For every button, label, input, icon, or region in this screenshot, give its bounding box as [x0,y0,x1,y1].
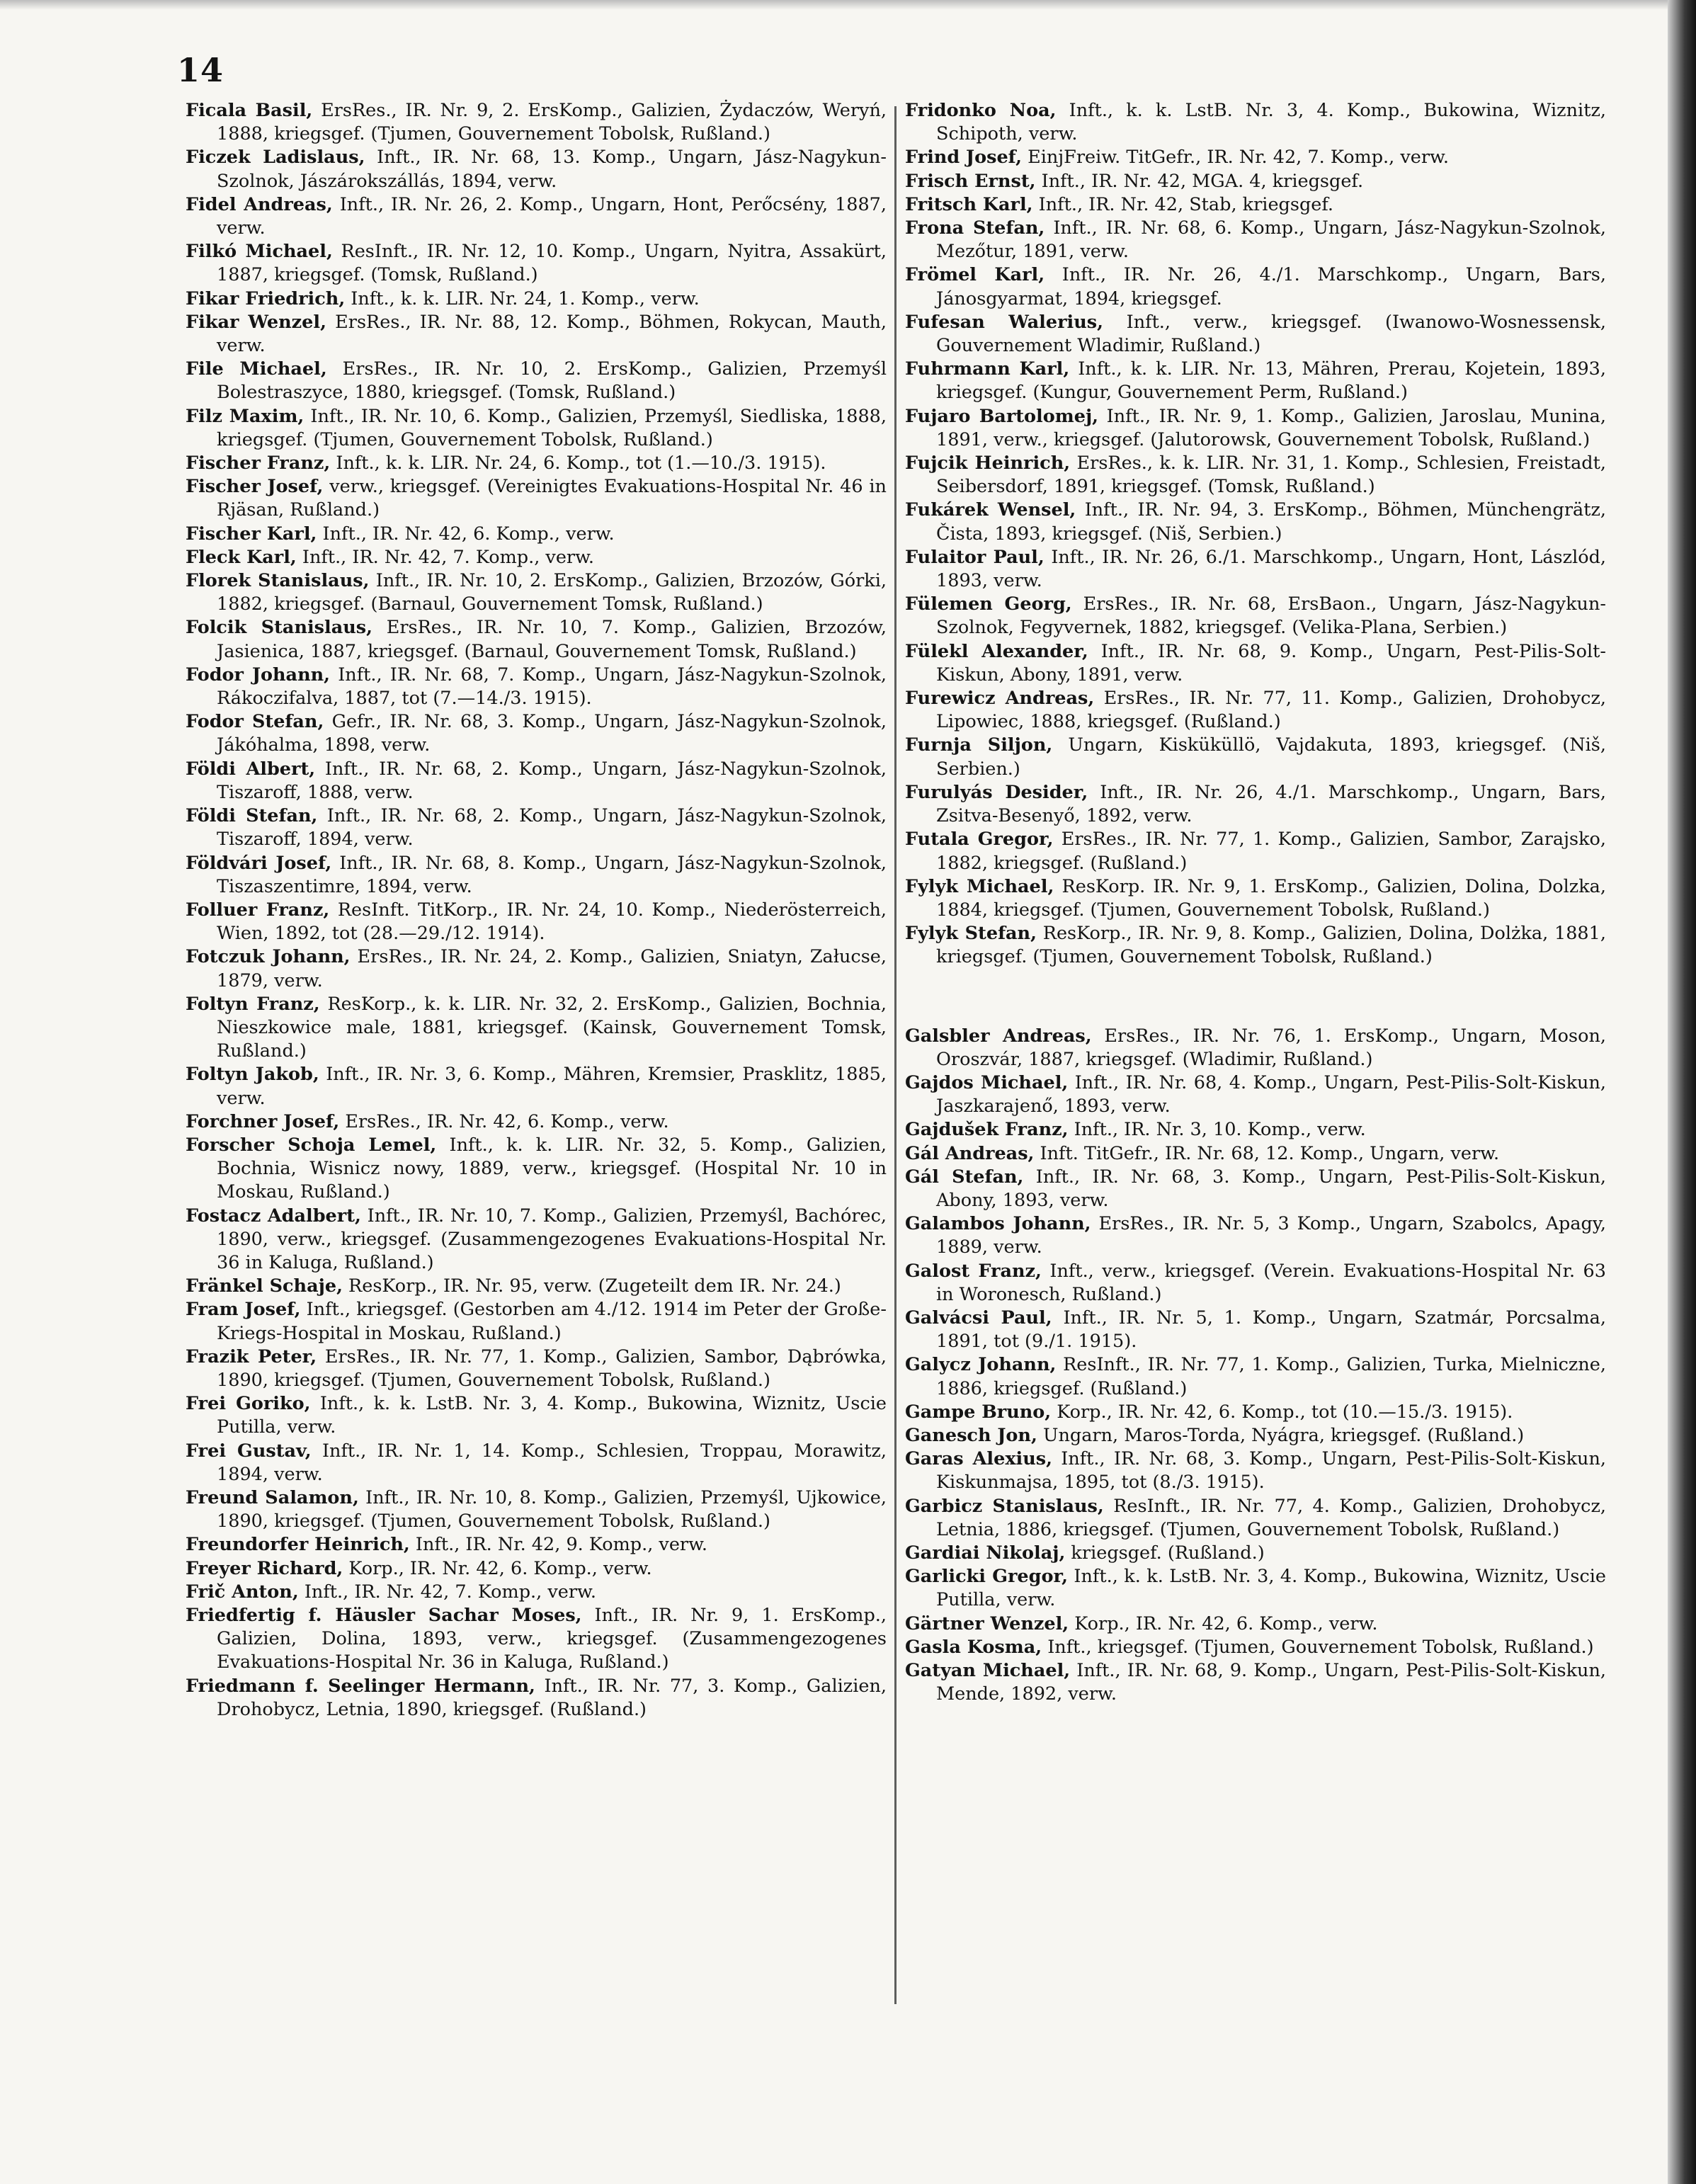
entry-name: Folcik Stanislaus, [186,617,373,639]
entry-details: Inft., IR. Nr. 1, 14. Komp., Schlesien, Troppau, Morawitz, 1894, verw. [217,1440,887,1485]
entry-name: Fylyk Stefan, [905,923,1037,945]
entry-details: Inft., IR. Nr. 94, 3. ErsKomp., Böhmen, Münchengrätz, Čista, 1893, kriegsgef. (Niš, Serbien.) [936,499,1607,545]
entry-name: Gampe Bruno, [905,1401,1052,1423]
list-entry [186,1392,887,1439]
entry-details: Inft., IR. Nr. 5, 1. Komp., Ungarn, Szatmár, Porcsalma, 1891, tot (9./1. 1915). [936,1307,1606,1353]
entry-details: ErsRes., IR. Nr. 76, 1. ErsKomp., Ungarn, Moson, Oroszvár, 1887, kriegsgef. (Wladimir, Rußland.) [936,1025,1606,1070]
list-entry [186,452,887,475]
entry-name: Gajdušek Franz, [905,1119,1069,1141]
entry-name: File Michael, [186,358,327,380]
entry-name: Filkó Michael, [186,241,333,263]
list-entry [905,687,1606,734]
list-entry [186,193,887,240]
list-entry [186,616,887,663]
entry-details: ErsRes., IR. Nr. 10, 7. Komp., Galizien, Brzozów, Jasienica, 1887, kriegsgef. (Barnaul, Gouvernement Tomsk, Rußland.) [217,617,887,662]
entry-name: Gärtner Wenzel, [905,1613,1069,1634]
entry-name: Garbicz Stanislaus, [905,1495,1104,1517]
entry-details: Inft., IR. Nr. 68, 3. Komp., Ungarn, Pest-Pilis-Solt-Kiskun, Abony, 1893, verw. [936,1166,1606,1211]
entry-name: Fylyk Michael, [905,875,1054,897]
entry-name: Fulaitor Paul, [905,546,1045,568]
entry-details: Inft., IR. Nr. 68, 8. Komp., Ungarn, Jász-Nagykun-Szolnok, Tiszaszentimre, 1894, verw. [217,852,887,897]
list-entry [905,781,1606,828]
entry-details: Inft., IR. Nr. 68, 6. Komp., Ungarn, Jász-Nagykun-Szolnok, Mezőtur, 1891, verw. [936,217,1606,263]
list-entry [186,1110,887,1134]
list-entry [186,358,887,404]
list-entry [905,1353,1606,1400]
entry-details: Inft., kriegsgef. (Tjumen, Gouvernement Tobolsk, Rußland.) [1042,1636,1594,1658]
entry-name: Folluer Franz, [186,899,330,921]
list-entry [905,734,1606,780]
entry-name: Fränkel Schaje, [186,1275,343,1297]
list-entry [186,710,887,757]
list-entry [186,1440,887,1486]
entry-name: Forchner Josef, [186,1110,340,1132]
entry-details: Inft. TitGefr., IR. Nr. 68, 12. Komp., Ungarn, verw. [1034,1142,1500,1164]
entry-name: Frei Gustav, [186,1440,312,1462]
entry-details: Inft., IR. Nr. 26, 4./1. Marschkomp., Ungarn, Bars, Zsitva-Besenyő, 1892, verw. [936,781,1606,827]
entry-name: Fülekl Alexander, [905,640,1088,662]
entry-details: Inft., IR. Nr. 68, 3. Komp., Ungarn, Pest-Pilis-Solt-Kiskun, Kiskunmajsa, 1895, tot (8./3. 1915). [936,1448,1606,1494]
entry-details: Korp., IR. Nr. 42, 6. Komp., verw. [1069,1613,1378,1634]
entry-details: ResKorp. IR. Nr. 9, 1. ErsKomp., Galizien, Dolina, Dolzka, 1884, kriegsgef. (Tjumen, Gouvernement Tobolsk, Rußland.) [936,875,1606,921]
list-entry [186,899,887,945]
list-entry [905,1542,1606,1565]
list-entry [905,1636,1606,1659]
list-entry [905,1495,1606,1542]
list-entry [186,1486,887,1533]
right-column [905,99,1606,1706]
list-entry [186,569,887,616]
entry-name: Fischer Josef, [186,476,324,498]
entry-details: Inft., IR. Nr. 9, 1. ErsKomp., Galizien, Dolina, 1893, verw., kriegsgef. (Zusammengezogenes Evakuations-Hospital Nr. 36 in Kaluga, Rußland.) [217,1605,887,1673]
entry-details: Inft., k. k. LstB. Nr. 3, 4. Komp., Bukowina, Wiznitz, Uscie Putilla, verw. [936,1566,1606,1611]
entry-name: Frei Goriko, [186,1393,311,1415]
list-entry [905,311,1606,358]
list-entry [905,358,1606,404]
entry-details: Inft., IR. Nr. 68, 13. Komp., Ungarn, Jász-Nagykun-Szolnok, Jászárokszállás, 1894, verw. [217,147,887,192]
list-entry [186,758,887,804]
list-entry [905,922,1606,969]
entry-details: Inft., IR. Nr. 68, 7. Komp., Ungarn, Jász-Nagykun-Szolnok, Rákoczifalva, 1887, tot (7.—14./3. 1915). [217,664,887,710]
list-entry [905,828,1606,875]
list-entry [186,99,887,146]
entry-name: Friedfertig f. Häusler Sachar Moses, [186,1605,582,1626]
entry-details: ErsRes., IR. Nr. 5, 3 Komp., Ungarn, Szabolcs, Apagy, 1889, verw. [936,1213,1606,1258]
entry-name: Fikar Friedrich, [186,288,346,309]
list-entry [905,1659,1606,1706]
list-entry [186,945,887,992]
list-entry [186,288,887,311]
list-entry [186,1346,887,1392]
entry-details: ErsRes., IR. Nr. 9, 2. ErsKomp., Galizien, Żydaczów, Weryń, 1888, kriegsgef. (Tjumen, Gouvernement Tobolsk, Rußland.) [217,100,887,145]
entry-details: Inft., IR. Nr. 77, 3. Komp., Galizien, Drohobycz, Letnia, 1890, kriegsgef. (Rußland.) [217,1675,887,1720]
entry-details: ResKorp., IR. Nr. 95, verw. (Zugeteilt dem IR. Nr. 24.) [342,1275,841,1297]
list-entry [186,546,887,569]
section-gap [905,969,1606,1025]
entry-name: Frič Anton, [186,1581,299,1603]
entry-details: Inft., kriegsgef. (Gestorben am 4./12. 1914 im Peter der Große-Kriegs-Hospital in Moskau, Rußland.) [217,1299,887,1344]
entry-details: ErsRes., IR. Nr. 10, 2. ErsKomp., Galizien, Przemyśl Bolestraszyce, 1880, kriegsgef. (Tomsk, Rußland.) [217,358,887,404]
entry-details: Inft., k. k. LIR. Nr. 13, Mähren, Prerau, Kojetein, 1893, kriegsgef. (Kungur, Gouvernement Perm, Rußland.) [936,358,1606,404]
entry-name: Földi Albert, [186,758,316,780]
column-divider [894,106,897,2004]
entry-name: Fotczuk Johann, [186,946,351,968]
entry-details: ResKorp., IR. Nr. 9, 8. Komp., Galizien, Dolina, Dolżka, 1881, kriegsgef. (Tjumen, Gouvernement Tobolsk, Rußland.) [936,923,1606,968]
entry-details: Inft., IR. Nr. 10, 8. Komp., Galizien, Przemyśl, Ujkowice, 1890, kriegsgef. (Tjumen, Gouvernement Tobolsk, Rußland.) [217,1486,887,1532]
list-entry [905,1166,1606,1212]
list-entry [186,804,887,851]
entry-name: Ganesch Jon, [905,1424,1037,1446]
entry-details: Inft., IR. Nr. 3, 10. Komp., verw. [1068,1119,1366,1141]
entry-details: Inft., IR. Nr. 68, 2. Komp., Ungarn, Jász-Nagykun-Szolnok, Tiszaroff, 1894, verw. [217,805,887,851]
entry-details: ResInft., IR. Nr. 12, 10. Komp., Ungarn, Nyitra, Assakürt, 1887, kriegsgef. (Tomsk, Rußland.) [217,241,887,286]
entry-name: Furnja Siljon, [905,734,1053,756]
entry-name: Fuhrmann Karl, [905,358,1070,380]
entry-details: ResInft. TitKorp., IR. Nr. 24, 10. Komp., Niederösterreich, Wien, 1892, tot (28.—29./12. 1914). [217,899,887,945]
entry-name: Frind Josef, [905,147,1022,169]
entry-details: Ungarn, Maros-Torda, Nyágra, kriegsgef. (Rußland.) [1037,1424,1525,1446]
entry-name: Furulyás Desider, [905,781,1088,803]
scan-top-edge [0,0,1696,10]
list-entry [905,217,1606,263]
entry-name: Foltyn Jakob, [186,1064,319,1086]
list-entry [905,146,1606,169]
entry-details: ResInft., IR. Nr. 77, 4. Komp., Galizien, Drohobycz, Letnia, 1886, kriegsgef. (Tjumen, Gouvernement Tobolsk, Rußland.) [936,1495,1606,1540]
list-entry [186,852,887,899]
entry-details: ErsRes., IR. Nr. 77, 11. Komp., Galizien, Drohobycz, Lipowiec, 1888, kriegsgef. (Rußland.) [936,688,1606,733]
entry-name: Fülemen Georg, [905,593,1072,615]
list-entry [186,1134,887,1205]
entry-name: Fodor Stefan, [186,711,324,733]
list-entry [186,1557,887,1581]
entry-name: Földi Stefan, [186,805,318,827]
entry-details: Korp., IR. Nr. 42, 6. Komp., verw. [343,1557,652,1579]
entry-details: Inft., verw., kriegsgef. (Verein. Evakuations-Hospital Nr. 63 in Woronesch, Rußland.) [936,1260,1606,1305]
entry-details: Inft., k. k. LstB. Nr. 3, 4. Komp., Bukowina, Wiznitz, Uscie Putilla, verw. [217,1393,887,1438]
entry-details: Korp., IR. Nr. 42, 6. Komp., tot (10.—15./3. 1915). [1051,1401,1513,1423]
entry-name: Gál Andreas, [905,1142,1035,1164]
entry-name: Ficzek Ladislaus, [186,147,365,169]
entry-details: Inft., IR. Nr. 42, 7. Komp., verw. [296,546,595,568]
list-entry [186,993,887,1064]
list-entry [905,1260,1606,1307]
scan-right-edge [1668,0,1696,2184]
list-entry [186,1581,887,1604]
list-entry [905,1448,1606,1494]
entry-name: Galost Franz, [905,1260,1042,1282]
entry-name: Florek Stanislaus, [186,570,370,592]
entry-details: Ungarn, Kisküküllö, Vajdakuta, 1893, kriegsgef. (Niš, Serbien.) [936,734,1606,780]
list-entry [186,523,887,546]
entry-details: Inft., IR. Nr. 26, 6./1. Marschkomp., Ungarn, Hont, Lászlód, 1893, verw. [936,546,1607,592]
page-number: 14 [177,51,224,89]
entry-details: Inft., verw., kriegsgef. (Iwanowo-Wosnessensk, Gouvernement Wladimir, Rußland.) [936,311,1606,357]
list-entry [186,1604,887,1675]
entry-details: ErsRes., IR. Nr. 42, 6. Komp., verw. [339,1110,669,1132]
entry-details: ErsRes., IR. Nr. 24, 2. Komp., Galizien, Sniatyn, Załucse, 1879, verw. [217,946,887,991]
entry-name: Fujcik Heinrich, [905,453,1071,474]
list-entry [905,405,1606,452]
list-entry [186,405,887,452]
list-entry [186,1275,887,1298]
entry-details: Inft., IR. Nr. 42, Stab, kriegsgef. [1032,193,1334,215]
entry-details: Inft., IR. Nr. 10, 2. ErsKomp., Galizien, Brzozów, Górki, 1882, kriegsgef. (Barnaul, Gouvernement Tomsk, Rußland.) [217,570,887,615]
entry-name: Fram Josef, [186,1299,301,1321]
entry-details: Inft., IR. Nr. 42, 7. Komp., verw. [298,1581,596,1603]
entry-details: Inft., IR. Nr. 42, MGA. 4, kriegsgef. [1035,170,1364,192]
entry-details: ErsRes., IR. Nr. 88, 12. Komp., Böhmen, Rokycan, Mauth, verw. [217,311,887,357]
list-entry [905,193,1606,217]
entry-name: Fikar Wenzel, [186,311,326,333]
list-entry [905,263,1606,310]
list-entry [905,1424,1606,1448]
entry-name: Garas Alexius, [905,1448,1052,1470]
entry-name: Freund Salamon, [186,1486,359,1508]
list-entry [905,99,1606,146]
list-entry [905,546,1606,593]
entry-name: Gatyan Michael, [905,1660,1071,1681]
list-entry [905,499,1606,545]
list-entry [186,240,887,287]
entry-details: Inft., IR. Nr. 68, 2. Komp., Ungarn, Jász-Nagykun-Szolnok, Tiszaroff, 1888, verw. [217,758,887,803]
entry-name: Gasla Kosma, [905,1636,1042,1658]
entry-name: Fleck Karl, [186,546,297,568]
entry-name: Ficala Basil, [186,100,313,121]
entry-details: verw., kriegsgef. (Vereinigtes Evakuations-Hospital Nr. 46 in Rjäsan, Rußland.) [217,476,887,521]
list-entry [905,1565,1606,1612]
list-entry [186,1205,887,1275]
entry-name: Freundorfer Heinrich, [186,1534,410,1556]
entry-details: Inft., k. k. LIR. Nr. 24, 6. Komp., tot (1.—10./3. 1915). [330,453,826,474]
list-entry [905,1401,1606,1424]
list-entry [905,1212,1606,1259]
entry-name: Fridonko Noa, [905,100,1057,121]
entry-name: Freyer Richard, [186,1557,343,1579]
entry-details: Inft., IR. Nr. 10, 7. Komp., Galizien, Przemyśl, Bachórec, 1890, verw., kriegsgef. (Zusammengezogenes Evakuations-Hospital Nr. 36 in Kaluga, Rußland.) [217,1205,887,1273]
entry-details: Inft., IR. Nr. 68, 9. Komp., Ungarn, Pest-Pilis-Solt-Kiskun, Mende, 1892, verw. [936,1660,1606,1705]
entry-details: ErsRes., IR. Nr. 77, 1. Komp., Galizien, Sambor, Dąbrówka, 1890, kriegsgef. (Tjumen, Gouvernement Tobolsk, Rußland.) [217,1346,887,1391]
entry-details: ErsRes., IR. Nr. 68, ErsBaon., Ungarn, Jász-Nagykun-Szolnok, Fegyvernek, 1882, kriegsgef. (Velika-Plana, Serbien.) [936,593,1607,639]
entry-details: Inft., IR. Nr. 42, 9. Komp., verw. [409,1534,708,1556]
entry-details: Inft., k. k. LstB. Nr. 3, 4. Komp., Bukowina, Wiznitz, Schipoth, verw. [936,100,1606,145]
entry-name: Frazik Peter, [186,1346,317,1367]
entry-details: kriegsgef. (Rußland.) [1065,1542,1265,1564]
entry-name: Garlicki Gregor, [905,1566,1068,1588]
list-entry [905,875,1606,922]
list-entry [186,475,887,522]
list-entry [905,1142,1606,1166]
list-entry [186,1063,887,1110]
entry-name: Fritsch Karl, [905,193,1033,215]
entry-name: Földvári Josef, [186,852,332,874]
entry-name: Fischer Karl, [186,523,317,545]
entry-name: Galycz Johann, [905,1354,1057,1376]
entry-details: Gefr., IR. Nr. 68, 3. Komp., Ungarn, Jász-Nagykun-Szolnok, Jákóhalma, 1898, verw. [217,711,887,756]
list-entry [186,1675,887,1722]
entry-name: Filz Maxim, [186,405,305,427]
entry-details: Inft., IR. Nr. 3, 6. Komp., Mähren, Kremsier, Prasklitz, 1885, verw. [217,1064,887,1109]
list-entry [186,664,887,710]
list-entry [905,170,1606,193]
entry-details: Inft., IR. Nr. 26, 4./1. Marschkomp., Ungarn, Bars, Jánosgyarmat, 1894, kriegsgef. [936,264,1606,309]
entry-name: Foltyn Franz, [186,993,320,1015]
entry-name: Galambos Johann, [905,1213,1091,1235]
entry-details: EinjFreiw. TitGefr., IR. Nr. 42, 7. Komp., verw. [1021,147,1449,169]
entry-name: Fukárek Wensel, [905,499,1076,521]
entry-name: Gardiai Nikolaj, [905,1542,1066,1564]
entry-name: Frömel Karl, [905,264,1045,286]
list-entry [186,146,887,193]
entry-details: Inft., k. k. LIR. Nr. 24, 1. Komp., verw. [345,288,700,309]
entry-details: Inft., IR. Nr. 9, 1. Komp., Galizien, Jaroslau, Munina, 1891, verw., kriegsgef. (Jalutorowsk, Gouvernement Tobolsk, Rußland.) [936,405,1606,450]
entry-name: Fidel Andreas, [186,193,333,215]
list-entry [186,1533,887,1557]
list-entry [905,1613,1606,1636]
list-entry [186,311,887,358]
entry-details: Inft., IR. Nr. 42, 6. Komp., verw. [317,523,615,545]
entry-name: Fodor Johann, [186,664,331,686]
entry-details: Inft., IR. Nr. 68, 4. Komp., Ungarn, Pest-Pilis-Solt-Kiskun, Jaszkarajenő, 1893, verw. [936,1071,1606,1117]
entry-details: ResKorp., k. k. LIR. Nr. 32, 2. ErsKomp., Galizien, Bochnia, Nieszkowice male, 1881, kriegsgef. (Kainsk, Gouvernement Tomsk, Rußland.) [217,993,887,1062]
entry-name: Galsbler Andreas, [905,1025,1092,1047]
entry-name: Forscher Schoja Lemel, [186,1134,437,1156]
entry-details: ErsRes., IR. Nr. 77, 1. Komp., Galizien, Sambor, Zarajsko, 1882, kriegsgef. (Rußland.) [936,829,1606,874]
entry-name: Futala Gregor, [905,829,1054,851]
list-entry [905,1307,1606,1353]
entry-name: Fufesan Walerius, [905,311,1103,333]
entry-name: Fostacz Adalbert, [186,1205,361,1227]
entry-details: Inft., IR. Nr. 10, 6. Komp., Galizien, Przemyśl, Siedliska, 1888, kriegsgef. (Tjumen, Gouvernement Tobolsk, Rußland.) [217,405,887,450]
entry-details: Inft., k. k. LIR. Nr. 32, 5. Komp., Galizien, Bochnia, Wisnicz nowy, 1889, verw., kriegsgef. (Hospital Nr. 10 in Moskau, Rußland.) [217,1134,887,1203]
list-entry [905,593,1606,639]
left-column [186,99,887,1722]
list-entry [905,1071,1606,1118]
entry-name: Frisch Ernst, [905,170,1036,192]
entry-name: Furewicz Andreas, [905,688,1095,710]
entry-details: Inft., IR. Nr. 68, 9. Komp., Ungarn, Pest-Pilis-Solt-Kiskun, Abony, 1891, verw. [936,640,1607,686]
list-entry [186,1298,887,1345]
entry-name: Friedmann f. Seelinger Hermann, [186,1675,535,1697]
entry-details: ResInft., IR. Nr. 77, 1. Komp., Galizien, Turka, Mielniczne, 1886, kriegsgef. (Rußland.) [936,1354,1606,1399]
entry-name: Galvácsi Paul, [905,1307,1052,1329]
entry-name: Fujaro Bartolomej, [905,405,1099,427]
entry-name: Frona Stefan, [905,217,1045,239]
entry-name: Gajdos Michael, [905,1071,1069,1093]
entry-details: Inft., IR. Nr. 26, 2. Komp., Ungarn, Hont, Perőcsény, 1887, verw. [217,193,887,239]
entry-name: Gál Stefan, [905,1166,1024,1188]
list-entry [905,640,1606,687]
entry-name: Fischer Franz, [186,453,331,474]
entry-details: ErsRes., k. k. LIR. Nr. 31, 1. Komp., Schlesien, Freistadt, Seibersdorf, 1891, kriegsgef. (Tomsk, Rußland.) [936,453,1606,498]
list-entry [905,1025,1606,1071]
list-entry [905,452,1606,499]
list-entry [905,1118,1606,1142]
